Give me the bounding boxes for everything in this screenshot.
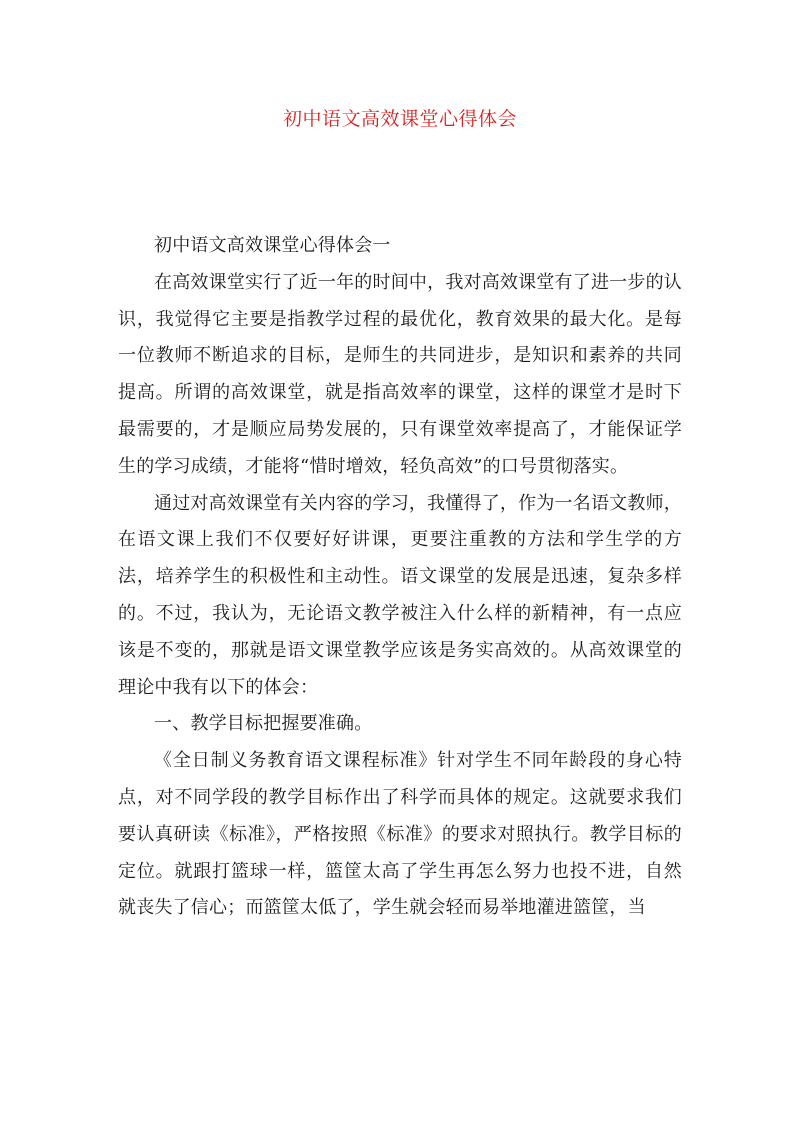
subsection-heading: 一、教学目标把握要准确。 [154, 713, 373, 735]
document-title: 初中语文高效课堂心得体会 [282, 108, 517, 130]
paragraph: 《全日制义务教育语文课程标准》针对学生不同年龄段的身心特点，对不同学段的教学目标作出了科学而具体的规定。这就要求我们要认真研读《标准》，严格按照《标准》的要求对照执行。教学目标的定位。就跟打篮球一样，篮筐太高了学生再怎么努力也投不进，自然就丧失了信心；而篮筐太低了，学生就会轻而易举地灌进篮筐，当 [118, 750, 682, 919]
document-body [118, 228, 682, 927]
section-heading: 初中语文高效课堂心得体会一 [154, 235, 391, 256]
paragraph: 在高效课堂实行了近一年的时间中，我对高效课堂有了进一步的认识，我觉得它主要是指教学过程的最优化，教育效果的最大化。是每一位教师不断追求的目标，是师生的共同进步，是知识和素养的共同提高。所谓的高效课堂，就是指高效率的课堂，这样的课堂才是时下最需要的，才是顺应局势发展的，只有课堂效率提高了，才能保证学生的学习成绩，才能将“惜时增效，轻负高效”的口号贯彻落实。 [118, 271, 682, 477]
paragraph: 通过对高效课堂有关内容的学习，我懂得了，作为一名语文教师，在语文课上我们不仅要好好讲课，更要注重教的方法和学生学的方法，培养学生的积极性和主动性。语文课堂的发展是迅速，复杂多样的。不过，我认为，无论语文教学被注入什么样的新精神，有一点应该是不变的，那就是语文课堂教学应该是务实高效的。从高效课堂的理论中我有以下的体会： [118, 492, 682, 698]
